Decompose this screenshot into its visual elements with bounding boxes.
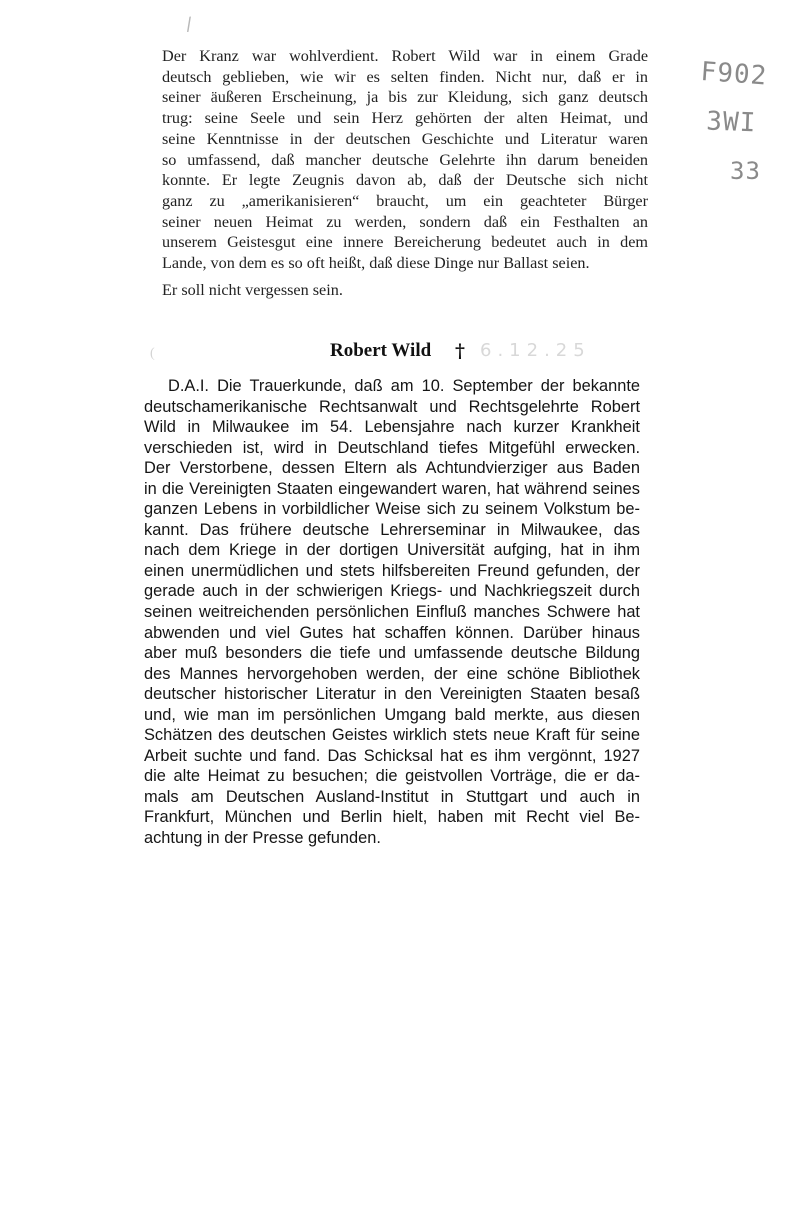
text-line: deutscher historischer Literatur in den Vereinigten Staaten besaß (144, 685, 640, 704)
text-line: seinen weitreichenden persönlichen Einfluß manches Schwere hat (144, 603, 640, 622)
faint-pencil-mark: ( (150, 346, 155, 361)
text-line: Frankfurt, München und Berlin hielt, haben mit Recht viel Be- (144, 808, 640, 827)
text-line: deutsch geblieben, wie wir es selten finden. Nicht nur, daß er in (162, 67, 648, 86)
text-line: trug: seine Seele und sein Herz gehörten der alten Heimat, und (162, 109, 648, 128)
previous-article-tail (162, 46, 648, 300)
handwritten-margin-notes (699, 56, 790, 204)
article-heading-row (140, 340, 640, 370)
text-line: deutschamerikanische Rechtsanwalt und Rechtsgelehrte Robert (144, 397, 640, 416)
text-line: verschieden ist, wird in Deutschland tiefes Mitgefühl erwecken. (144, 438, 640, 457)
text-line: D.A.I. Die Trauerkunde, daß am 10. September der bekannte (168, 377, 640, 395)
text-line: seiner äußeren Erscheinung, ja bis zur Kleidung, sich ganz deutsch (162, 88, 648, 107)
text-line: Arbeit suchte und fand. Das Schicksal hat es ihm vergönnt, 1927 (144, 746, 640, 765)
article-title: Robert Wild (330, 340, 432, 361)
paragraph (162, 46, 648, 274)
text-line: die alte Heimat zu besuchen; die geistvollen Vorträge, die er da- (144, 767, 640, 786)
obituary-article (144, 376, 640, 849)
text-line: Der Kranz war wohlverdient. Robert Wild war in einem Grade (162, 47, 648, 65)
text-line: seine Kenntnisse in der deutschen Geschichte und Literatur waren (162, 129, 648, 148)
margin-note-1: F902 (699, 56, 769, 92)
text-line: so umfassend, daß mancher deutsche Gelehrte ihn darum beneiden (162, 150, 648, 169)
text-line: ganz zu „amerikanisieren“ braucht, um ein geachteter Bürger (162, 191, 648, 210)
text-line: achtung in der Presse gefunden. (144, 829, 381, 848)
text-line: kannt. Das frühere deutsche Lehrerseminar in Milwaukee, das (144, 520, 640, 539)
text-line: aber muß besonders die tiefe und umfassende deutsche Bildung (144, 644, 640, 663)
text-line: abwenden und viel Gutes hat schaffen können. Darüber hinaus (144, 623, 640, 642)
text-line: Der Verstorbene, dessen Eltern als Achtundvierziger aus Baden (144, 459, 640, 478)
text-line: einen unermüdlichen und stets hilfsbereiten Freund gefunden, der (144, 561, 640, 580)
text-line: ganzen Lebens in vorbildlicher Weise sich zu seinem Volkstum be- (144, 500, 640, 519)
text-line: Lande, von dem es so oft heißt, daß diese Dinge nur Ballast seien. (162, 254, 590, 273)
margin-note-3: 33 (730, 157, 761, 185)
text-line: konnte. Er legte Zeugnis davon ab, daß der Deutsche sich nicht (162, 171, 648, 190)
text-line: in die Vereinigten Staaten eingewandert waren, hat während seines (144, 479, 640, 498)
text-line: nach dem Kriege in der dortigen Universität aufging, hat in ihm (144, 541, 640, 560)
closing-line: Er soll nicht vergessen sein. (162, 280, 343, 299)
text-line: gerade auch in der schwierigen Kriegs- und Nachkriegszeit durch (144, 582, 640, 601)
death-cross-icon: † (455, 340, 465, 362)
text-line: mals am Deutschen Ausland-Institut in Stuttgart und auch in (144, 787, 640, 806)
margin-note-2: 3WI (705, 106, 757, 139)
text-line: seiner neuen Heimat zu werden, sondern daß ein Festhalten an (162, 212, 648, 231)
text-line: und, wie man im persönlichen Umgang bald merkte, aus diesen (144, 705, 640, 724)
text-line: des Mannes hervorgehoben werden, der eine schöne Bibliothek (144, 664, 640, 683)
text-line: unserem Geistesgut eine innere Bereicherung bedeutet auch in dem (162, 233, 648, 252)
pencil-mark: / (184, 13, 194, 36)
text-line: Wild in Milwaukee im 54. Lebensjahre nach kurzer Krankheit (144, 418, 640, 437)
faint-handwritten-date: 6.12.25 (480, 340, 591, 361)
text-line: Schätzen des deutschen Geistes wirklich stets neue Kraft für seine (144, 726, 640, 745)
